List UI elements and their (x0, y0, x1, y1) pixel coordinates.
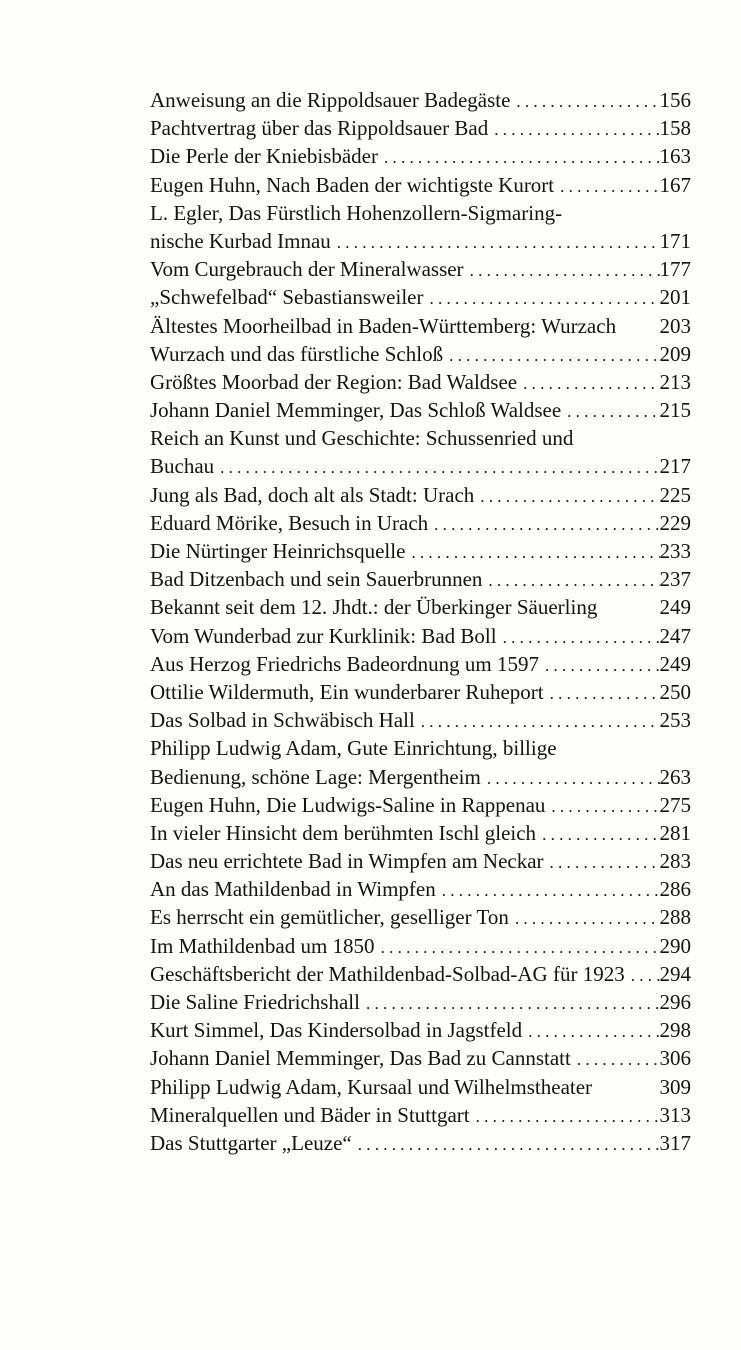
toc-page-number: 158 (659, 116, 691, 141)
toc-entry (150, 368, 691, 396)
toc-entry (150, 593, 691, 621)
toc-entry (150, 537, 691, 565)
dot-leader (509, 905, 660, 933)
toc-entry-line (150, 312, 691, 340)
toc-page-number: 247 (659, 623, 691, 648)
dot-leader (536, 821, 659, 849)
dot-leader (539, 652, 659, 680)
toc-entry-line (150, 114, 691, 142)
toc-entry-line (150, 537, 691, 565)
dot-leader (482, 567, 659, 595)
toc-entry-line (150, 199, 691, 227)
toc-entry-title: Ottilie Wildermuth, Ein wunderbarer Ruheport (150, 679, 544, 704)
toc-entry-line (150, 171, 691, 199)
toc-entry-line (150, 452, 691, 480)
toc-entry (150, 650, 691, 678)
toc-entry-line (150, 1129, 691, 1157)
toc-entry (150, 819, 691, 847)
dot-leader (443, 342, 659, 370)
toc-page-number: 306 (659, 1046, 691, 1071)
dot-leader (625, 962, 660, 990)
toc-entry-line (150, 622, 691, 650)
toc-entry-title: Johann Daniel Memminger, Das Bad zu Cannstatt (150, 1046, 571, 1071)
toc-entry (150, 1129, 691, 1157)
toc-page-number: 229 (659, 510, 691, 535)
toc-page-number: 313 (659, 1102, 691, 1127)
toc-page-number: 317 (659, 1130, 691, 1155)
toc-entry-line (150, 424, 691, 452)
dot-leader (405, 539, 659, 567)
toc-page-number: 286 (659, 877, 691, 902)
toc-entry (150, 340, 691, 368)
toc-entry-title: Wurzach und das fürstliche Schloß (150, 341, 444, 366)
dot-leader (470, 1103, 660, 1131)
dot-leader (561, 398, 659, 426)
toc-entry (150, 396, 691, 424)
toc-entry-title: Eugen Huhn, Nach Baden der wichtigste Kurort (150, 172, 555, 197)
toc-entry-line (150, 932, 691, 960)
dot-leader (415, 708, 660, 736)
dot-leader (544, 849, 660, 877)
dot-leader (497, 624, 660, 652)
toc-entry-title: An das Mathildenbad in Wimpfen (150, 877, 436, 902)
toc-entry (150, 988, 691, 1016)
toc-entry (150, 199, 691, 255)
dot-leader (375, 934, 660, 962)
toc-entry (150, 706, 691, 734)
toc-entry-title: Ältestes Moorheilbad in Baden-Württemberg: Wurzach (150, 313, 617, 338)
toc-entry-line (150, 819, 691, 847)
toc-page-number: 253 (659, 708, 691, 733)
toc-entry (150, 734, 691, 790)
toc-entry-title: Bekannt seit dem 12. Jhdt.: der Überkinger Säuerling (150, 595, 598, 620)
toc-entry-title: Philipp Ludwig Adam, Kursaal und Wilhelmstheater (150, 1074, 593, 1099)
toc-entry-title: Johann Daniel Memminger, Das Schloß Waldsee (150, 398, 562, 423)
toc-entry-line (150, 565, 691, 593)
toc-entry (150, 424, 691, 480)
toc-entry-line (150, 875, 691, 903)
table-of-contents (150, 86, 691, 1157)
toc-entry-line (150, 960, 691, 988)
toc-entry-line (150, 706, 691, 734)
toc-entry-title: Bedienung, schöne Lage: Mergentheim (150, 764, 481, 789)
toc-page-number: 233 (659, 539, 691, 563)
dot-leader (331, 229, 660, 257)
toc-entry (150, 960, 691, 988)
toc-page-number: 263 (659, 764, 691, 789)
toc-entry (150, 142, 691, 170)
toc-entry-line (150, 650, 691, 678)
toc-page-number: 209 (659, 341, 691, 366)
toc-entry-line (150, 593, 691, 621)
toc-entry-line (150, 1016, 691, 1044)
dot-leader (428, 511, 659, 539)
toc-entry-title: Buchau (150, 454, 215, 479)
toc-page-number: 213 (659, 369, 691, 394)
toc-entry (150, 1044, 691, 1072)
toc-entry-title: Das Solbad in Schwäbisch Hall (150, 708, 415, 733)
toc-page-number: 296 (659, 990, 691, 1014)
toc-entry (150, 1101, 691, 1129)
toc-page-number: 288 (659, 905, 691, 930)
toc-entry-title: Das Stuttgarter „Leuze“ (150, 1130, 352, 1155)
toc-entry-title: Aus Herzog Friedrichs Badeordnung um 1597 (150, 651, 540, 676)
toc-entry (150, 255, 691, 283)
toc-entry-title: Im Mathildenbad um 1850 (150, 933, 375, 958)
toc-page-number: 177 (659, 257, 691, 282)
toc-page-number: 215 (659, 398, 691, 423)
toc-entry-title: „Schwefelbad“ Sebastiansweiler (150, 285, 424, 310)
toc-entry (150, 1016, 691, 1044)
dot-leader (545, 793, 659, 821)
toc-entry-title: Reich an Kunst und Geschichte: Schussenried und (150, 426, 574, 451)
dot-leader (436, 877, 660, 905)
toc-page-number: 237 (659, 567, 691, 592)
toc-entry-title: Pachtvertrag über das Rippoldsauer Bad (150, 116, 489, 141)
toc-entry (150, 875, 691, 903)
toc-entry-title: Die Nürtinger Heinrichsquelle (150, 539, 406, 563)
toc-entry-line (150, 734, 691, 762)
toc-entry-line (150, 86, 691, 114)
toc-entry-title: Vom Wunderbad zur Kurklinik: Bad Boll (150, 623, 497, 648)
dot-leader (510, 88, 659, 116)
toc-entry (150, 114, 691, 142)
dot-leader (488, 116, 659, 144)
toc-entry-line (150, 988, 691, 1016)
toc-entry (150, 171, 691, 199)
toc-entry-line (150, 678, 691, 706)
toc-entry (150, 481, 691, 509)
toc-page-number: 290 (659, 933, 691, 958)
toc-page-number: 249 (659, 595, 691, 620)
toc-page-number: 281 (659, 820, 691, 845)
toc-entry-title: Vom Curgebrauch der Mineralwasser (150, 257, 464, 282)
toc-page-number: 249 (659, 651, 691, 676)
toc-page-number: 294 (659, 961, 691, 986)
toc-entry-title: Jung als Bad, doch alt als Stadt: Urach (150, 482, 475, 507)
toc-entry-title: In vieler Hinsicht dem berühmten Ischl gleich (150, 820, 537, 845)
toc-entry-line (150, 283, 691, 311)
toc-entry (150, 86, 691, 114)
toc-entry-title: L. Egler, Das Fürstlich Hohenzollern-Sigmaring- (150, 200, 563, 225)
toc-entry (150, 791, 691, 819)
dot-leader (571, 1046, 660, 1074)
toc-entry-line (150, 227, 691, 255)
toc-entry (150, 932, 691, 960)
toc-entry-line (150, 1073, 691, 1101)
toc-page-number: 171 (659, 228, 691, 253)
toc-entry-line (150, 903, 691, 931)
dot-leader (481, 765, 660, 793)
toc-entry-line (150, 763, 691, 791)
toc-entry (150, 1073, 691, 1101)
dot-leader (517, 370, 659, 398)
dot-leader (378, 144, 660, 172)
toc-page-number: 298 (659, 1018, 691, 1043)
toc-entry (150, 622, 691, 650)
toc-entry (150, 509, 691, 537)
dot-leader (360, 990, 660, 1018)
toc-entry (150, 565, 691, 593)
toc-entry (150, 312, 691, 340)
toc-entry (150, 283, 691, 311)
toc-page-number: 250 (659, 679, 691, 704)
toc-entry-line (150, 1044, 691, 1072)
toc-entry-title: Bad Ditzenbach und sein Sauerbrunnen (150, 567, 483, 592)
toc-entry-title: Die Perle der Kniebisbäder (150, 144, 378, 169)
dot-leader (544, 680, 660, 708)
toc-page-number: 156 (659, 88, 691, 112)
toc-entry-title: nische Kurbad Imnau (150, 228, 331, 253)
toc-page-number: 309 (659, 1074, 691, 1099)
toc-entry-title: Größtes Moorbad der Region: Bad Waldsee (150, 369, 518, 394)
toc-entry-line (150, 509, 691, 537)
toc-entry-line (150, 847, 691, 875)
toc-entry-title: Geschäftsbericht der Mathildenbad-Solbad-AG für 1923 (150, 961, 625, 986)
toc-entry-title: Eugen Huhn, Die Ludwigs-Saline in Rappenau (150, 792, 546, 817)
toc-entry-line (150, 255, 691, 283)
toc-entry (150, 903, 691, 931)
toc-page-number: 217 (659, 454, 691, 479)
toc-page-number: 283 (659, 849, 691, 874)
dot-leader (474, 483, 659, 511)
toc-entry-title: Anweisung an die Rippoldsauer Badegäste (150, 88, 511, 112)
toc-entry-title: Das neu errichtete Bad in Wimpfen am Neckar (150, 849, 544, 874)
toc-page-number: 203 (659, 313, 691, 338)
toc-entry-line (150, 481, 691, 509)
toc-entry-line (150, 1101, 691, 1129)
dot-leader (352, 1131, 660, 1159)
toc-entry-line (150, 396, 691, 424)
toc-entry-line (150, 368, 691, 396)
dot-leader (464, 257, 660, 285)
toc-entry (150, 847, 691, 875)
dot-leader (423, 285, 659, 313)
toc-entry-title: Eduard Mörike, Besuch in Urach (150, 510, 429, 535)
toc-entry-title: Philipp Ludwig Adam, Gute Einrichtung, billige (150, 736, 557, 761)
toc-page-number: 225 (659, 482, 691, 507)
toc-entry-title: Kurt Simmel, Das Kindersolbad in Jagstfeld (150, 1018, 523, 1043)
dot-leader (554, 173, 659, 201)
toc-page-number: 163 (659, 144, 691, 169)
toc-page-number: 201 (659, 285, 691, 310)
toc-entry-title: Es herrscht ein gemütlicher, geselliger Ton (150, 905, 509, 930)
toc-entry-line (150, 340, 691, 368)
toc-entry (150, 678, 691, 706)
toc-entry-line (150, 142, 691, 170)
dot-leader (214, 454, 659, 482)
dot-leader (522, 1018, 659, 1046)
toc-entry-title: Mineralquellen und Bäder in Stuttgart (150, 1102, 470, 1127)
toc-page-number: 167 (659, 172, 691, 197)
toc-page-number: 275 (659, 792, 691, 817)
toc-entry-line (150, 791, 691, 819)
toc-entry-title: Die Saline Friedrichshall (150, 990, 360, 1014)
